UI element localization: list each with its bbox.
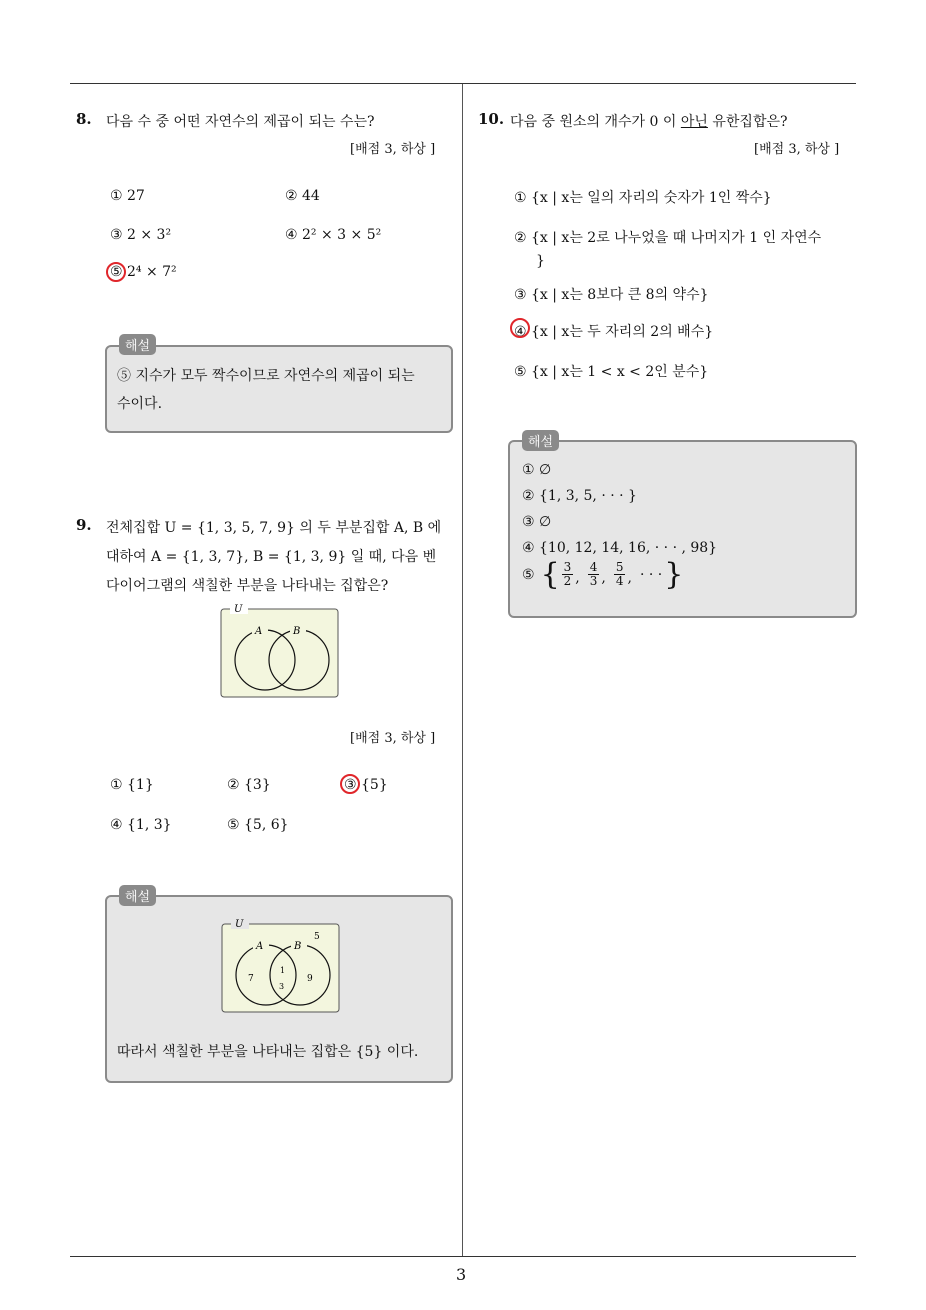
venn-label-u: U bbox=[235, 919, 244, 930]
question-text-underlined: 아닌 bbox=[680, 114, 708, 130]
solution-box bbox=[105, 895, 453, 1083]
option-1[interactable]: ① {1} bbox=[110, 777, 154, 793]
solution-line: 수이다. bbox=[117, 396, 163, 412]
option-2[interactable]: ② {3} bbox=[227, 777, 271, 793]
solution-line-fractions bbox=[522, 557, 683, 592]
option-2-continued: } bbox=[536, 253, 545, 269]
venn-label-b: B bbox=[293, 626, 301, 637]
fraction bbox=[562, 561, 574, 588]
fraction bbox=[588, 561, 600, 588]
solution-tag: 해설 bbox=[119, 885, 156, 906]
fraction-denominator: 2 bbox=[563, 574, 572, 588]
fraction bbox=[614, 561, 626, 588]
venn-value-both: 3 bbox=[279, 982, 285, 991]
answer-circle-mark bbox=[510, 318, 530, 338]
option-3[interactable]: ③ 2 × 3² bbox=[110, 227, 172, 243]
venn-label-a: A bbox=[255, 626, 263, 637]
question-text: 다음 수 중 어떤 자연수의 제곱이 되는 수는? bbox=[106, 114, 375, 130]
comma: , bbox=[601, 570, 606, 586]
solution-line: ② {1, 3, 5, · · · } bbox=[522, 488, 637, 504]
question-text bbox=[510, 111, 788, 131]
fraction-numerator: 4 bbox=[589, 560, 598, 574]
option-5[interactable]: ⑤ 2⁴ × 7² bbox=[110, 264, 177, 280]
solution-line: ④ {10, 12, 14, 16, · · · , 98} bbox=[522, 540, 718, 556]
solution-tag: 해설 bbox=[119, 334, 156, 355]
question-text-part: 유한집합은? bbox=[707, 114, 788, 130]
comma: , bbox=[627, 570, 632, 586]
solution-text: 따라서 색칠한 부분을 나타내는 집합은 {5} 이다. bbox=[117, 1044, 419, 1060]
venn-value-a-only: 7 bbox=[248, 974, 254, 984]
option-4[interactable]: ④ {1, 3} bbox=[110, 817, 172, 833]
option-3[interactable]: ③ {5} bbox=[344, 777, 388, 793]
question-number: 10. bbox=[478, 110, 505, 128]
top-rule bbox=[70, 83, 856, 84]
question-text: 다이어그램의 색칠한 부분을 나타내는 집합은? bbox=[106, 578, 389, 594]
brace-right: } bbox=[664, 557, 684, 592]
question-number: 8. bbox=[76, 110, 92, 128]
option-2[interactable]: ② {x | x는 2로 나누었을 때 나머지가 1 인 자연수 bbox=[514, 230, 822, 246]
fraction-denominator: 3 bbox=[589, 574, 598, 588]
venn-label-u: U bbox=[234, 604, 243, 615]
solution-venn-diagram bbox=[219, 917, 343, 1015]
ellipsis: · · · bbox=[639, 566, 663, 583]
venn-value-outside: 5 bbox=[314, 932, 320, 942]
fraction-numerator: 3 bbox=[563, 560, 572, 574]
page-number: 3 bbox=[456, 1265, 467, 1284]
column-divider bbox=[462, 84, 463, 1257]
solution-box bbox=[508, 440, 857, 618]
solution-line: ① ∅ bbox=[522, 462, 552, 478]
solution-line-prefix: ⑤ bbox=[522, 566, 535, 583]
fraction-numerator: 5 bbox=[615, 560, 624, 574]
option-1[interactable]: ① {x | x는 일의 자리의 숫자가 1인 짝수} bbox=[514, 190, 772, 206]
solution-line: ③ ∅ bbox=[522, 514, 552, 530]
question-meta: [배점 3, 하상 ] bbox=[350, 142, 436, 157]
question-text-part: 다음 중 원소의 개수가 0 이 bbox=[510, 114, 681, 130]
venn-label-a: A bbox=[256, 941, 264, 952]
option-1[interactable]: ① 27 bbox=[110, 188, 145, 204]
venn-value-b-only: 9 bbox=[307, 974, 313, 984]
option-5[interactable]: ⑤ {5, 6} bbox=[227, 817, 289, 833]
solution-line: ⑤ 지수가 모두 짝수이므로 자연수의 제곱이 되는 bbox=[117, 368, 415, 384]
venn-value-both: 1 bbox=[280, 966, 286, 975]
bottom-rule bbox=[70, 1256, 856, 1257]
venn-diagram bbox=[218, 602, 342, 700]
venn-label-b: B bbox=[294, 941, 302, 952]
comma: , bbox=[575, 570, 580, 586]
answer-circle-mark bbox=[106, 262, 126, 282]
question-number: 9. bbox=[76, 516, 92, 534]
answer-circle-mark bbox=[340, 774, 360, 794]
option-5[interactable]: ⑤ {x | x는 1 < x < 2인 분수} bbox=[514, 364, 709, 380]
question-text: 전체집합 U = {1, 3, 5, 7, 9} 의 두 부분집합 A, B 에 bbox=[106, 520, 442, 536]
solution-box bbox=[105, 345, 453, 433]
option-4[interactable]: ④ 2² × 3 × 5² bbox=[285, 227, 382, 243]
option-3[interactable]: ③ {x | x는 8보다 큰 8의 약수} bbox=[514, 287, 709, 303]
option-2[interactable]: ② 44 bbox=[285, 188, 320, 204]
question-meta: [배점 3, 하상 ] bbox=[350, 731, 436, 746]
fraction-denominator: 4 bbox=[615, 574, 624, 588]
solution-tag: 해설 bbox=[522, 430, 559, 451]
option-4[interactable]: ④ {x | x는 두 자리의 2의 배수} bbox=[514, 324, 714, 340]
question-meta: [배점 3, 하상 ] bbox=[754, 142, 840, 157]
question-text: 대하여 A = {1, 3, 7}, B = {1, 3, 9} 일 때, 다음 벤 bbox=[106, 549, 437, 565]
brace-left: { bbox=[540, 557, 560, 592]
